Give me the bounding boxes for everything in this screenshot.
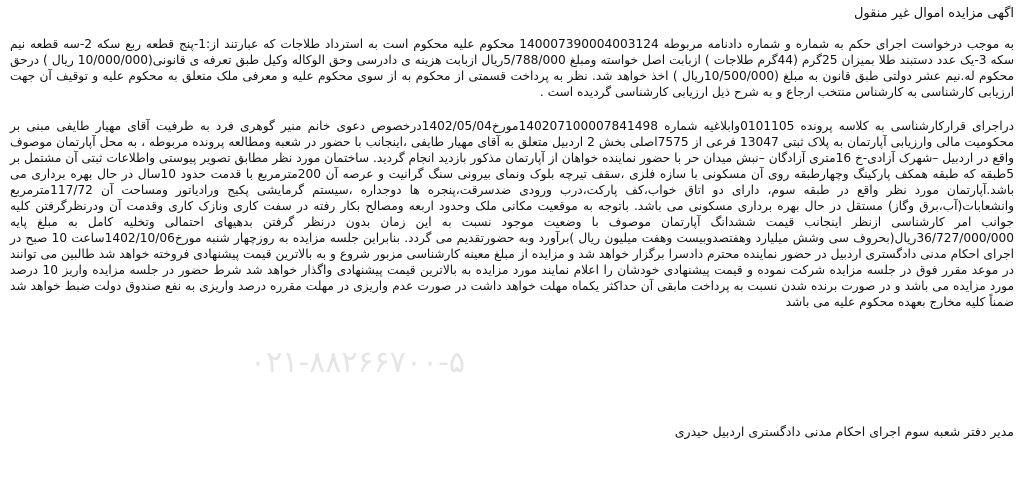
notice-title: اگهی مزایده اموال غیر منقول <box>853 6 1014 21</box>
signature-line: مدیر دفتر شعبه سوم اجرای احکام مدنی دادگستری اردبیل حیدری <box>674 424 1014 439</box>
phone-watermark: ۰۲۱-۸۸۲۶۶۷۰۰-۵ <box>250 345 466 380</box>
notice-paragraph-request: به موجب درخواست اجرای حکم به شماره و شماره دادنامه مربوطه 140007390004003124 محکوم علیه محکوم است به استرداد طلاجات که عبارتند از:1-پنج قطعه ربع سکه 2-سه قطعه نیم سکه 3-یک عدد دستبند طلا بمیزان 25گرم (44گرم طلاجات ) ازبابت اصل خواسته ومبلغ 5/788/000ریال ازبابت هزینه ی دادرسی وحق الوکاله وکیل طبق تعرفه ی قانونی(10/000/000 ریال ) درحق محکوم له.نیم عشر دولتی طبق قانون به مبلغ (10/500/000ریال ) اخذ خواهد شد. نظر به پرداخت قسمتی از محکوم به از سوی محکوم علیه و معرفی ملک متعلق به محکوم علیه و توقیف آن جهت ارزیابی کارشناسی به کارشناس منتخب ارجاع و به شرح ذیل ارزیابی کارشناسی گردیده است . <box>10 37 1015 99</box>
notice-paragraph-appraisal: دراجرای قرارکارشناسی به کلاسه پرونده 0101105وابلاغیه شماره 140207100007841498مورخ1402/05/04درخصوص دعوی خانم منیر گوهری فرد به طرفیت آقای مهیار طایفی مبنی بر محکومیت مالی وارزیابی آپارتمان به پلاک ثبتی 13047 فرعی از 7575اصلی بخش 2 اردبیل متعلق به آقای مهیار طایفی ،اینجانب با حضور در شعبه ومطالعه پرونده مربوطه ، به محل آپارتمان موصوف واقع در اردبیل –شهرک آزادی-خ 16متری آزادگان –نبش میدان حر با حضور نماینده خواهان از آپارتمان مذکور بازدید انجام گردید. ساختمان مورد نظر مطابق تصویر پیوستی واطلاعات ثبتی آن مشتمل بر 5طبقه که طبقه همکف پارکینگ وچهارطبقه روی آن مسکونی با سازه فلزی ،سقف تیرچه بلوک ونمای بیرونی سنگ گرانیت و عرصه آن 200مترمربع با قدمت حدود 10سال در حال بهره برداری می باشد.آپارتمان مورد نظر واقع در طبقه سوم، دارای دو اتاق خواب،کف پارکت،درب ورودی ضدسرقت،پنجره ها دوجداره ،سیستم گرمایشی پکیج ورادیاتور ومساحت آن 117/72مترمربع وانشعابات(آب،برق وگاز) مستقل در حال بهره برداری مسکونی می باشد. باتوجه به موقعیت مکانی ملک وحدود اربعه ومصالح بکار رفته در سفت کاری ونازک کاری وقدمت آن ودرنظرگرفتن کلیه جوانب امر کارشناسی ازنظر اینجانب قیمت ششدانگ آپارتمان موصوف با وضعیت موجود نسبت به این زمان بدون درنظر گرفتن بدهیهای احتمالی وتخلیه کامل به مبلغ پایه 36/727/000/000ریال(بحروف سی وشش میلیارد وهفتصدوبیست وهفت میلیون ریال )برآورد وبه حضورتقدیم می گردد. بنابراین جلسه مزایده به روزچهار شنبه مورخ1402/10/06ساعت 10 صبح در اجرای احکام مدنی دادگستری اردبیل در حضور نماینده محترم دادسرا برگزار خواهد شد و مزایده از مبلغ معینه کارشناسی مزبور شروع و به بالاترین قیمت پیشنهادی فروخته خواهد شد طالبین می توانند در موعد مقرر فوق در جلسه مزایده شرکت نموده و قیمت پیشنهادی خودشان را اعلام نمایند مورد مزایده به بالاترین قیمت پیشنهادی واگذار خواهد شد شرط حضور در جلسه مزایده واریز 10 درصد مورد مزایده می باشد و در صورت برنده شدن نسبت به پرداخت مابقی آن حداکثر یکماه مهلت خواهد داشت در صورت عدم واریزی در مهلت مقرره درصد واریزی به نفع صندوق دولت ضبط خواهد شد ضمناً کلیه مخارج بعهده محکوم علیه می باشد <box>10 119 1015 309</box>
